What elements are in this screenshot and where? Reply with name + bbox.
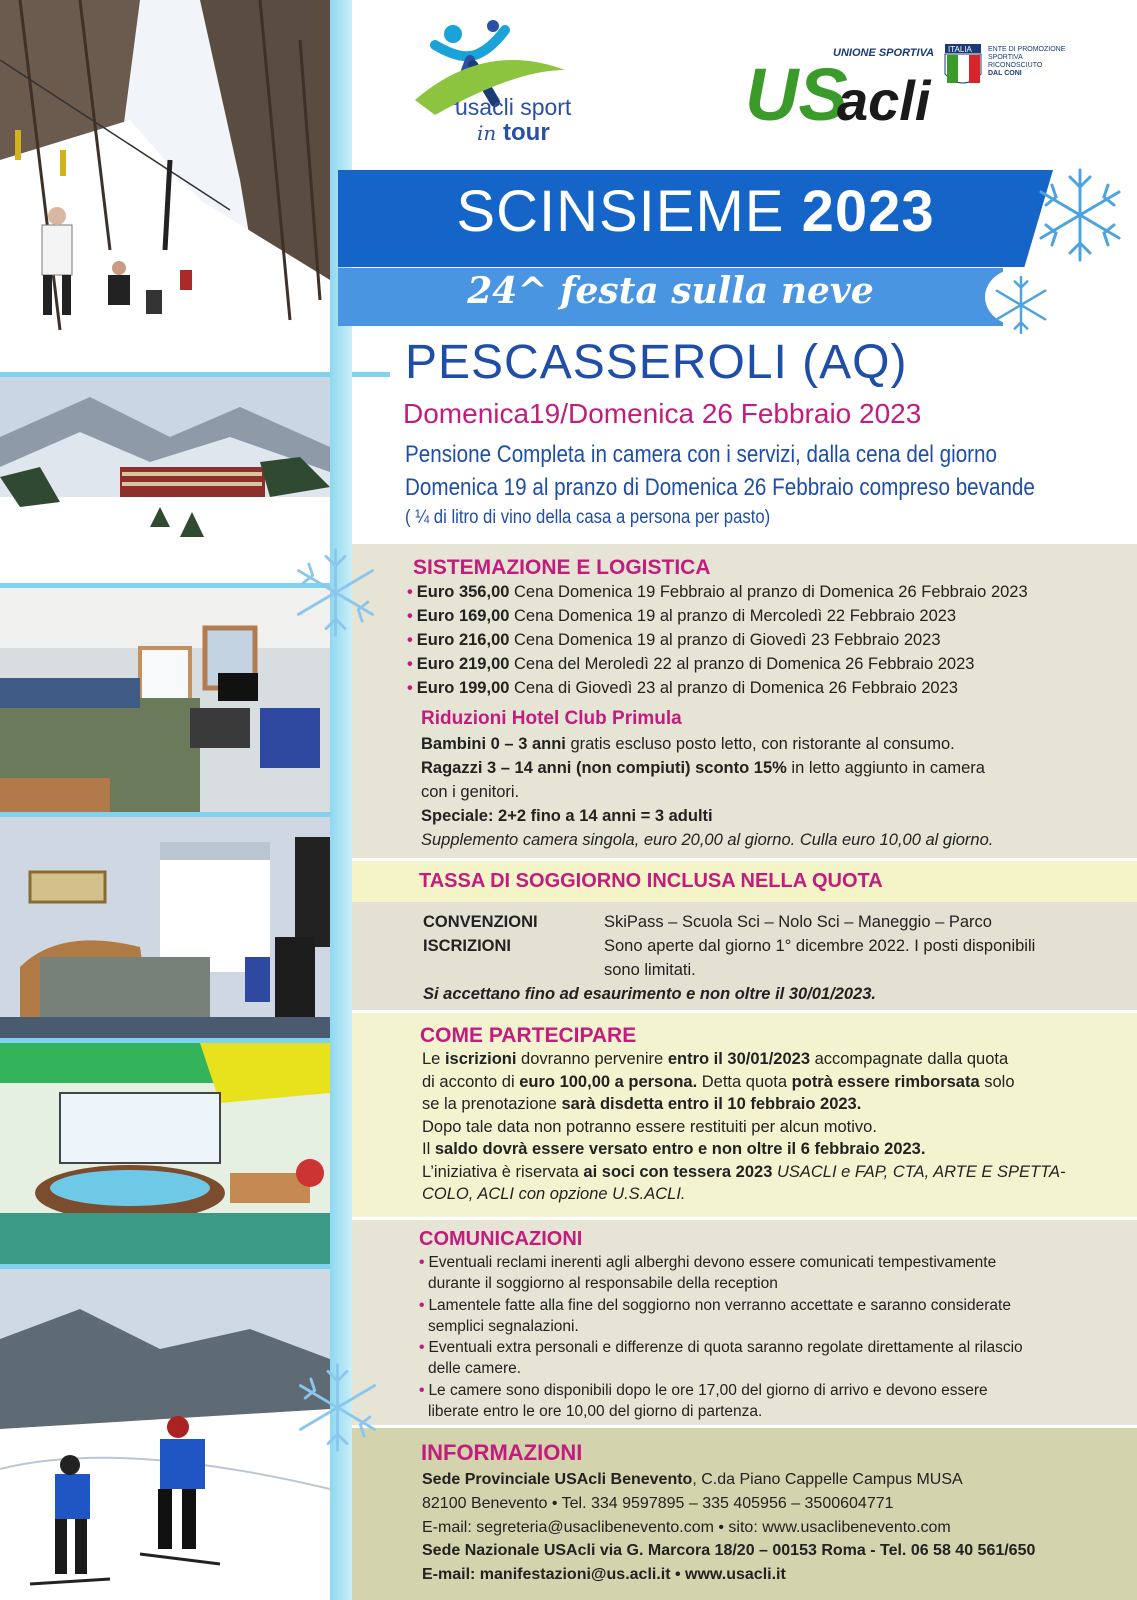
snowflake-icon [290, 1355, 385, 1460]
contact-phones: 82100 Benevento • Tel. 334 9597895 – 335 405956 – 3500604771 [422, 1494, 894, 1512]
event-title-word: SCINSIEME [456, 179, 785, 244]
heading-riduzioni: Riduzioni Hotel Club Primula [421, 708, 682, 729]
event-subtitle: 24^ festa sulla neve [467, 270, 874, 312]
riduzioni-text [421, 732, 993, 852]
heading-partecipare: COME PARTECIPARE [420, 1024, 637, 1047]
iscrizioni-value: Sono aperte dal giorno 1° dicembre 2022. I posti disponibili sono limitati. [604, 937, 1036, 979]
section-divider [352, 1010, 1137, 1013]
price-desc: Cena di Giovedì 23 al pranzo di Domenica 26 Febbraio 2023 [509, 679, 958, 697]
logo-coni-1: ENTE DI PROMOZIONE [988, 46, 1066, 53]
logo-text-sport: usacli sport [455, 94, 572, 120]
price-row: • Euro 199,00 Cena di Giovedì 23 al pranzo di Domenica 26 Febbraio 2023 [407, 679, 958, 697]
logo-unione-sportiva: UNIONE SPORTIVA [833, 47, 935, 59]
hotel-room-photo [0, 588, 330, 813]
speciale-text: Speciale: 2+2 fino a 14 anni = 3 adulti [421, 807, 713, 825]
board-line-1: Pensione Completa in camera con i servizi, dalla cena del giorno [405, 441, 998, 468]
ragazzi-text-2: con i genitori. [421, 783, 520, 801]
heading-comunicazioni: COMUNICAZIONI [419, 1228, 583, 1250]
price-amount: Euro 216,00 [416, 631, 510, 649]
board-note: ( ¼ di litro di vino della casa a persona per pasto) [405, 507, 771, 528]
logo-coni-4: DAL CONI [988, 70, 1022, 77]
price-row: • Euro 219,00 Cena del Meroledì 22 al pranzo di Domenica 26 Febbraio 2023 [407, 655, 975, 673]
event-location: PESCASSEROLI (AQ) [405, 336, 908, 389]
bambini-label: Bambini 0 – 3 anni [421, 735, 566, 753]
price-desc: Cena del Meroledì 22 al pranzo di Domenica 26 Febbraio 2023 [509, 655, 975, 673]
price-desc: Cena Domenica 19 al pranzo di Mercoledì 22 Febbraio 2023 [509, 607, 957, 625]
usacli-sport-in-tour-logo [415, 20, 615, 150]
logo-text-tour: tour [503, 119, 550, 146]
hotel-mountain-photo [0, 377, 330, 585]
logo-text-in: in [477, 121, 497, 145]
logo-acli: acli [837, 69, 931, 130]
logo-coni-3: RICONOSCIUTO [988, 62, 1043, 69]
list-item: • Lamentele fatte alla fine del soggiorno non verranno accettate e saranno considerate [419, 1296, 1011, 1314]
logo-italia: ITALIA [948, 45, 972, 54]
list-item: • Le camere sono disponibili dopo le ore 17,00 del giorno di arrivo e devono essere [419, 1381, 988, 1399]
logo-us: US [745, 53, 848, 130]
price-row: • Euro 169,00 Cena Domenica 19 al pranzo di Mercoledì 22 Febbraio 2023 [407, 607, 957, 625]
ski-lift-photo [0, 0, 330, 375]
ragazzi-label: Ragazzi 3 – 14 anni (non compiuti) sconto 15% [421, 759, 787, 777]
sede-provinciale: Sede Provinciale USAcli Benevento [422, 1471, 693, 1488]
skiers-photo [0, 1269, 330, 1600]
informazioni-text: Sede Provinciale USAcli Benevento, C.da Piano Cappelle Campus MUSA 82100 Benevento • Tel. 334 9597895 – 335 405956 – 3500604771 E-mail: segreteria@usaclibenevento.com • sito: www.usaclibenevento.com Sede Nazionale USAcli via G. Marcora 18/20 – 00153 Roma - Tel. 06 58 40 561/650 E-mail: manifestazioni@us.acli.it • www.usacli.it [422, 1471, 1036, 1584]
heading-informazioni: INFORMAZIONI [421, 1440, 583, 1465]
board-description [405, 438, 1035, 504]
section-divider [352, 1217, 1137, 1220]
contact-email-national: E-mail: manifestazioni@us.acli.it • www.usacli.it [422, 1566, 786, 1584]
convenzioni-label: CONVENZIONI [423, 913, 538, 931]
heading-tassa: TASSA DI SOGGIORNO INCLUSA NELLA QUOTA [419, 870, 883, 892]
bedroom-photo [0, 817, 330, 1039]
section-divider [352, 858, 1137, 861]
board-line-2: Domenica 19 al pranzo di Domenica 26 Febbraio compreso bevande [405, 474, 1035, 501]
section-divider [352, 1425, 1137, 1428]
photo-strip [0, 0, 330, 1600]
contact-email: E-mail: segreteria@usaclibenevento.com • sito: www.usaclibenevento.com [422, 1518, 951, 1536]
usacli-logo [745, 40, 1075, 130]
partecipare-text: Le iscrizioni dovranno pervenire entro il 30/01/2023 accompagnate dalla quota di acconto di euro 100,00 a persona. Detta quota potrà essere rimborsata solo se la prenotazione sarà disdetta entro il 10 febbraio 2023. Dopo tale data non potranno essere restituiti per alcun motivo. Il saldo dovrà essere versato entro e non oltre il 6 febbraio 2023. L’iniziativa è riservata ai soci con tessera 2023 USACLI e FAP, CTA, ARTE E SPETTA- COLO, ACLI con opzione U.S.ACLI. [422, 1050, 1066, 1203]
price-list [407, 580, 1028, 700]
price-row: • Euro 356,00 Cena Domenica 19 Febbraio al pranzo di Domenica 26 Febbraio 2023 [407, 583, 1028, 601]
price-amount: Euro 356,00 [416, 583, 510, 601]
supplemento-text: Supplemento camera singola, euro 20,00 al giorno. Culla euro 10,00 al giorno. [421, 831, 994, 849]
event-title [338, 178, 1053, 245]
price-desc: Cena Domenica 19 al pranzo di Giovedì 23 Febbraio 2023 [509, 631, 941, 649]
event-title-year: 2023 [801, 179, 935, 244]
logo-coni-2: SPORTIVA [988, 54, 1023, 61]
convenzioni-value: SkiPass – Scuola Sci – Nolo Sci – Maneggio – Parco [604, 913, 992, 931]
list-item: • Eventuali reclami inerenti agli alberghi devono essere comunicati tempestivamente [419, 1254, 997, 1271]
ragazzi-text: in letto aggiunto in camera [786, 759, 985, 777]
comunicazioni-list: • Eventuali reclami inerenti agli alberghi devono essere comunicati tempestivamente durante il soggiorno al responsabile della reception • Lamentele fatte alla fine del soggiorno non verranno accettate e saranno considerate semplici segnalazioni. • Eventuali extra personali e differenze di quota saranno regolate direttamente al rilascio delle camere. • Le camere sono disponibili dopo le ore 17,00 del giorno di arrivo e devono essere liberate entro le ore 10,00 del giorno di partenza. [419, 1254, 1023, 1421]
bambini-text: gratis escluso posto letto, con ristorante al consumo. [565, 735, 955, 753]
price-amount: Euro 219,00 [416, 655, 510, 673]
jacuzzi-photo [0, 1043, 330, 1265]
price-amount: Euro 169,00 [416, 607, 510, 625]
price-amount: Euro 199,00 [416, 679, 510, 697]
iscrizioni-note: Si accettano fino ad esaurimento e non oltre il 30/01/2023. [423, 985, 876, 1003]
heading-sistemazione: SISTEMAZIONE E LOGISTICA [413, 556, 711, 579]
snowflake-icon [288, 540, 383, 645]
price-row: • Euro 216,00 Cena Domenica 19 al pranzo di Giovedì 23 Febbraio 2023 [407, 631, 941, 649]
iscrizioni-label: ISCRIZIONI [423, 937, 512, 955]
event-dates: Domenica19/Domenica 26 Febbraio 2023 [403, 398, 922, 429]
price-desc: Cena Domenica 19 Febbraio al pranzo di Domenica 26 Febbraio 2023 [509, 583, 1028, 601]
snowflake-icon [990, 270, 1052, 340]
list-item: • Eventuali extra personali e differenze di quota saranno regolate direttamente al rilascio [419, 1339, 1023, 1357]
snowflake-icon [1030, 160, 1130, 270]
sede-nazionale: Sede Nazionale USAcli via G. Marcora 18/20 – 00153 Roma - Tel. 06 58 40 561/650 [422, 1542, 1036, 1560]
